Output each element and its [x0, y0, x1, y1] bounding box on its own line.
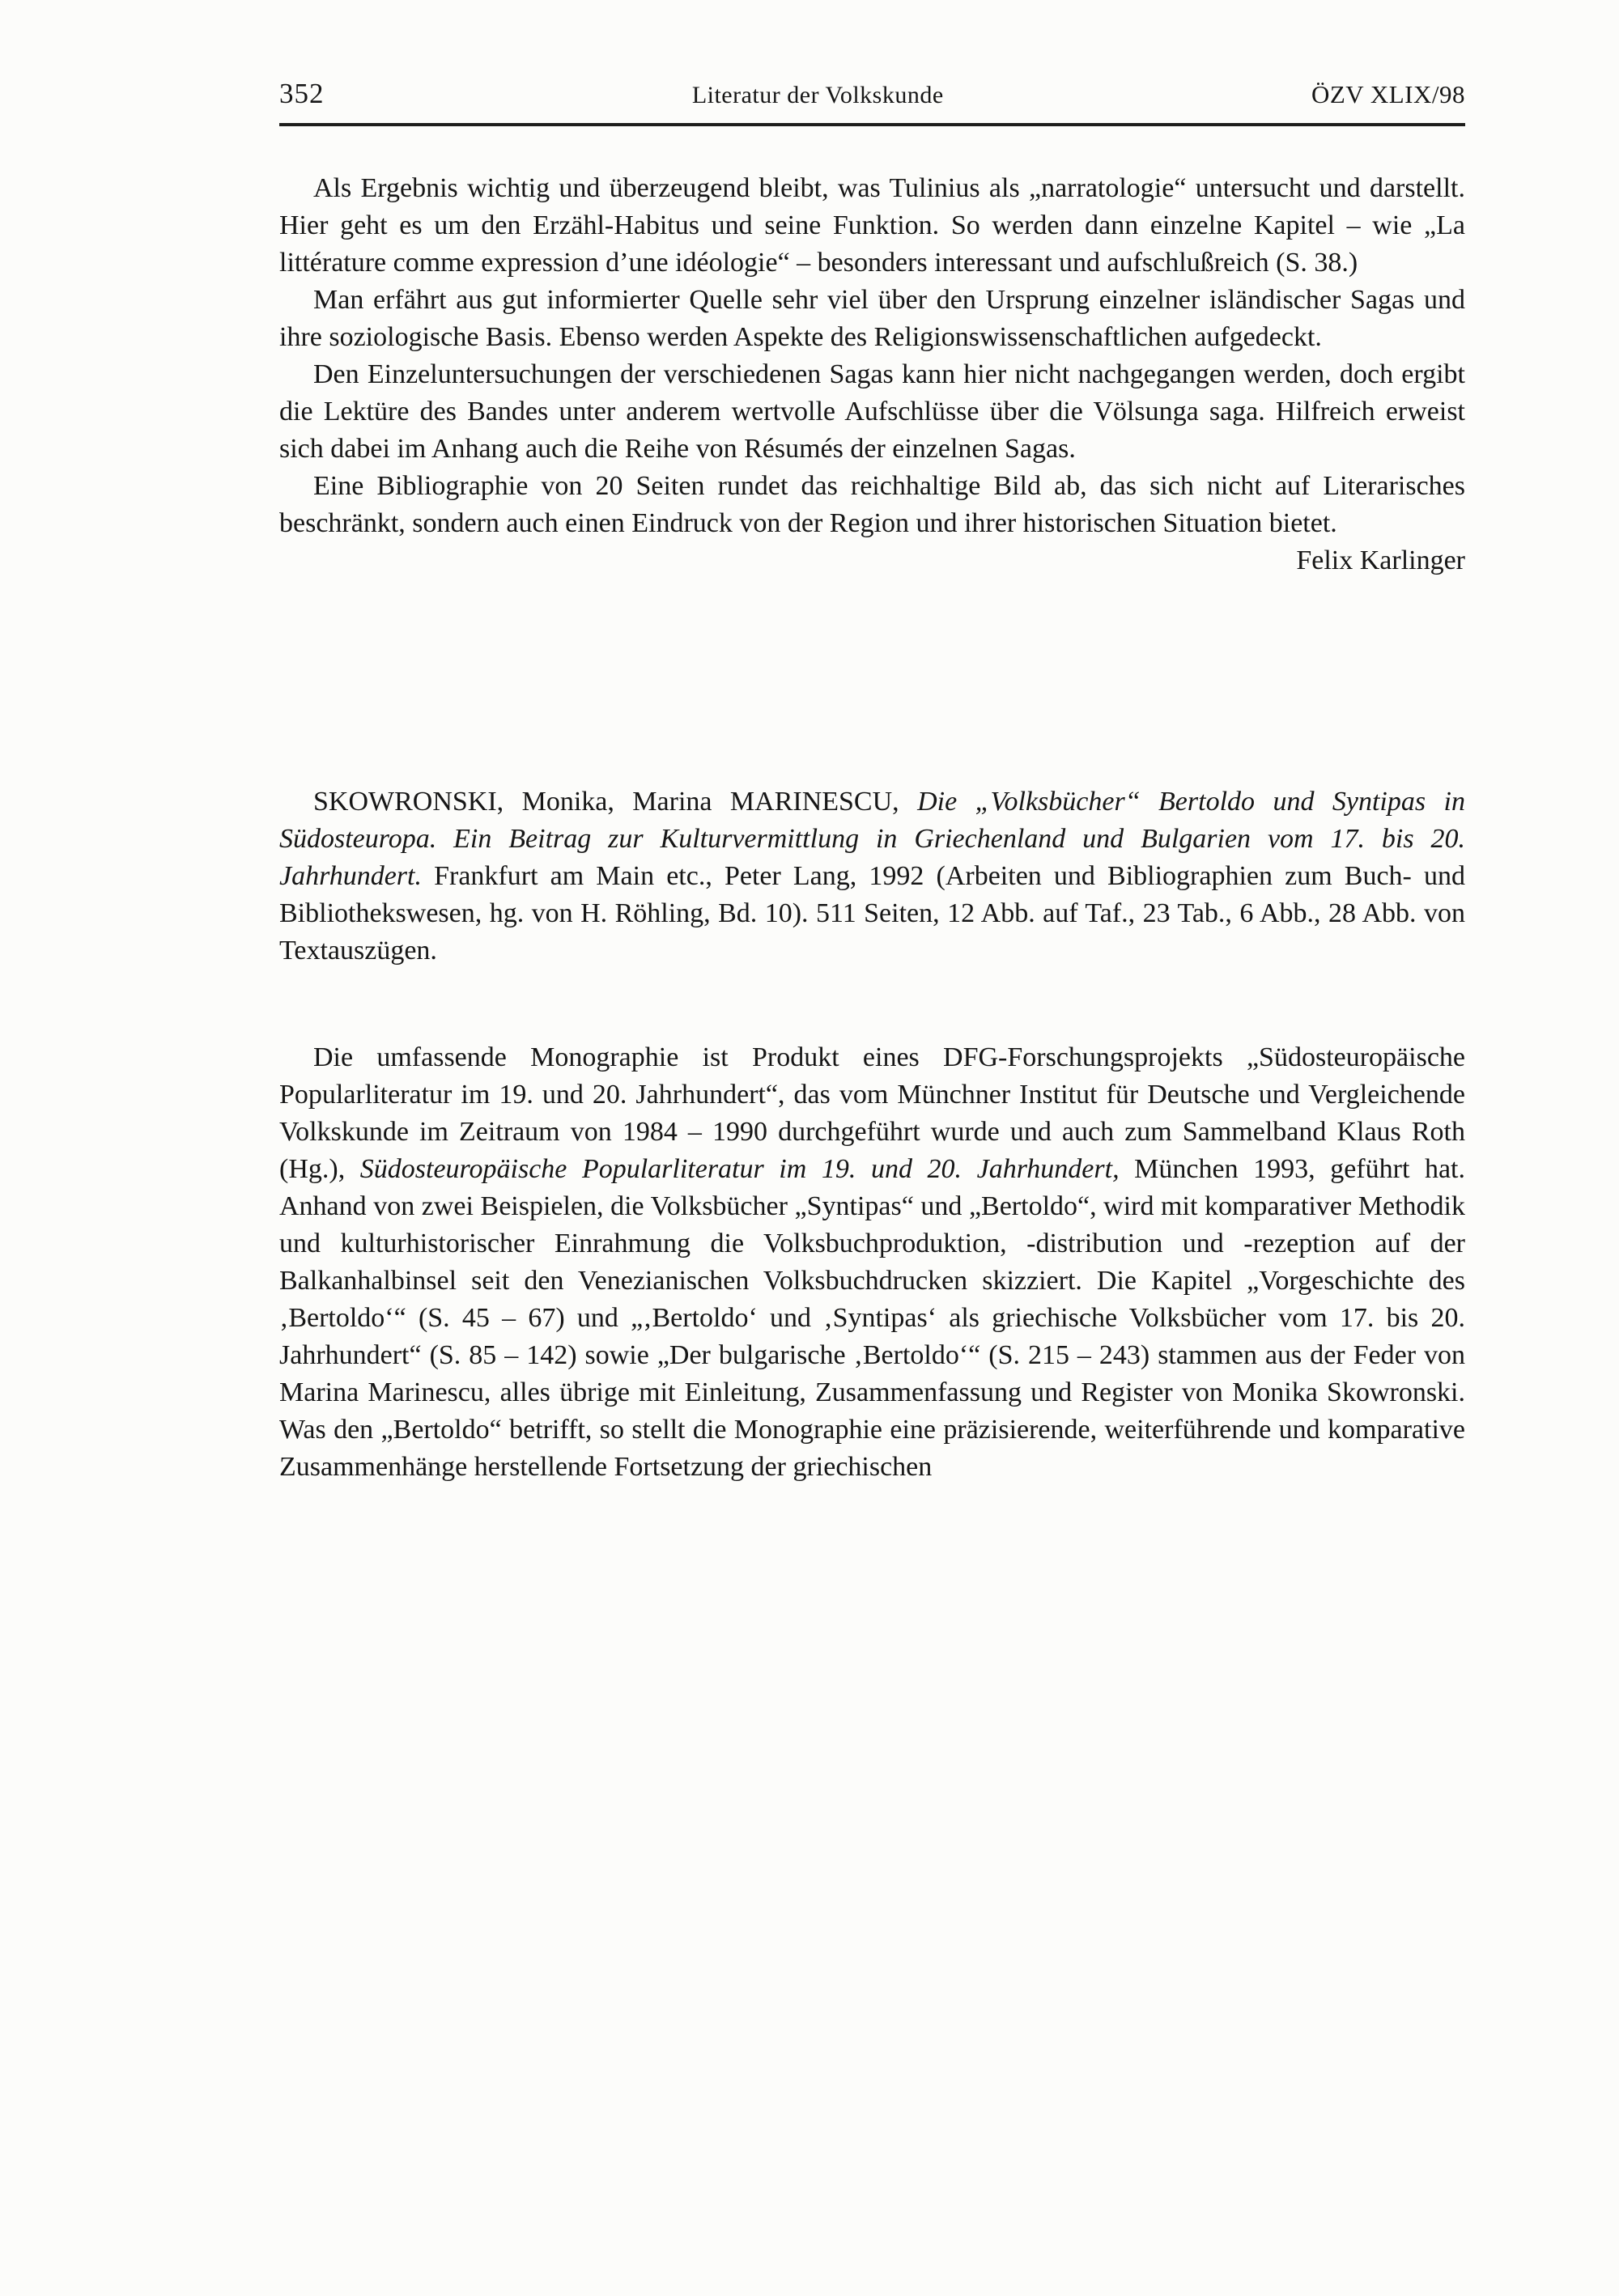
review1-paragraph-1: Als Ergebnis wichtig und überzeugend bleibt, was Tulinius als „narratologie“ untersucht und darstellt. Hier geht es um den Erzähl-Habitus und seine Funktion. So werden dann einzelne Kapitel – wie „La littérature comme expression d’une idéologie“ – besonders interessant und aufschlußreich (S. 38.) [279, 173, 1465, 278]
review1-paragraph-3: Den Einzeluntersuchungen der verschiedenen Sagas kann hier nicht nachgegangen werden, doch ergibt die Lektüre des Bandes unter anderem wertvolle Aufschlüsse über die Völsunga saga. Hilfreich erweist sich dabei im Anhang auch die Reihe von Résumés der einzelnen Sagas. [279, 359, 1465, 464]
review2-cited-title: Südosteuropäische Popularliteratur im 19. und 20. Jahrhundert, [359, 1154, 1120, 1184]
journal-reference: ÖZV XLIX/98 [1311, 80, 1465, 108]
page-number: 352 [279, 78, 325, 109]
review2-paragraph [279, 1039, 1465, 1486]
review1-paragraph-4: Eine Bibliographie von 20 Seiten rundet das reichhaltige Bild ab, das sich nicht auf Literarisches beschränkt, sondern auch einen Eindruck von der Region und ihrer historischen Situation bietet. [279, 471, 1465, 538]
review2-text-part2: München 1993, geführt hat. Anhand von zwei Beispielen, die Volksbücher „Syntipas“ und „Bertoldo“, wird mit komparativer Methodik und kulturhistorischer Einrahmung die Volksbuchproduktion, -distribution und -rezeption auf der Balkanhalbinsel seit den Venezianischen Volksbuchdrucken skizziert. Die Kapitel „Vorgeschichte des ‚Bertoldo‘“ (S. 45 – 67) und „‚Bertoldo‘ und ‚Syntipas‘ als griechische Volksbücher vom 17. bis 20. Jahrhundert“ (S. 85 – 142) sowie „Der bulgarische ‚Bertoldo‘“ (S. 215 – 243) stammen aus der Feder von Marina Marinescu, alles übrige mit Einleitung, Zusammenfassung und Register von Monika Skowronski. Was den „Bertoldo“ betrifft, so stellt die Monographie eine präzisierende, weiterführende und komparative Zusammenhänge herstellende Fortsetzung der griechischen [279, 1154, 1465, 1482]
running-header [279, 78, 1465, 110]
page-content [279, 78, 1465, 1486]
bibliographic-entry [279, 783, 1465, 970]
biblio-title: Die „Volksbücher“ Bertoldo und Syntipas in Südosteuropa. Ein Beitrag zur Kulturvermittlung in Griechenland und Bulgarien vom 17. bis 20. Jahrhundert. [279, 787, 1465, 891]
review1-paragraph-2: Man erfährt aus gut informierter Quelle sehr viel über den Ursprung einzelner isländischer Sagas und ihre soziologische Basis. Ebenso werden Aspekte des Religionswissenschaftlichen aufgedeckt. [279, 285, 1465, 352]
biblio-authors: SKOWRONSKI, Monika, Marina MARINESCU, [313, 787, 918, 817]
header-rule [279, 123, 1465, 126]
biblio-details: Frankfurt am Main etc., Peter Lang, 1992 (Arbeiten und Bibliographien zum Buch- und Bibliothekswesen, hg. von H. Röhling, Bd. 10). 511 Seiten, 12 Abb. auf Taf., 23 Tab., 6 Abb., 28 Abb. von Textauszügen. [279, 861, 1465, 966]
running-title: Literatur der Volkskunde [691, 82, 944, 108]
reviewer-signature: Felix Karlinger [1296, 545, 1465, 575]
review2-text-part1: Die umfassende Monographie ist Produkt eines DFG-Forschungsprojekts „Südosteuropäische Popularliteratur im 19. und 20. Jahrhundert“, das vom Münchner Institut für Deutsche und Vergleichende Volkskunde im Zeitraum von 1984 – 1990 durchgeführt wurde und auch zum Sammelband Klaus Roth (Hg.), [279, 1042, 1465, 1184]
review-text-block [279, 170, 1465, 1486]
